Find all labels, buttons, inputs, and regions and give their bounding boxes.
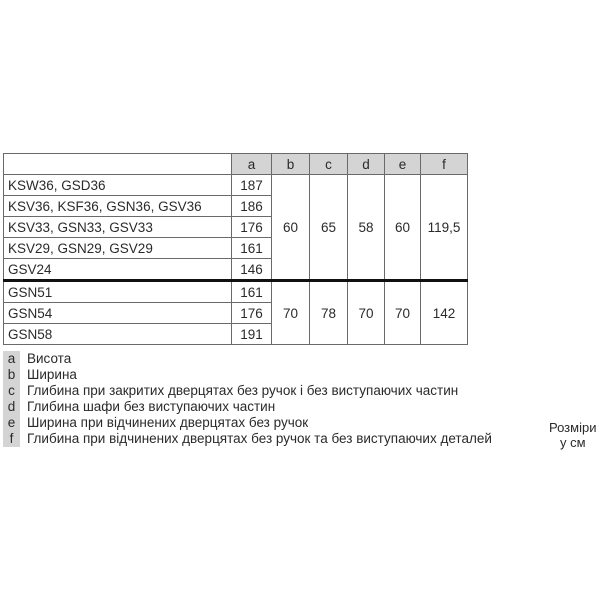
table-header-row (4, 154, 468, 175)
height-cell: 187 (232, 175, 272, 196)
table-row (4, 175, 468, 196)
legend-item (3, 431, 492, 447)
model-cell: GSV24 (4, 259, 232, 281)
model-cell: KSV29, GSN29, GSV29 (4, 238, 232, 259)
height-cell: 161 (232, 238, 272, 259)
depth-open-cell: 119,5 (421, 175, 468, 281)
legend-key: f (3, 431, 20, 447)
legend-text: Глибина при закритих дверцятах без ручок і без виступаючих частин (27, 383, 459, 398)
model-cell: KSW36, GSD36 (4, 175, 232, 196)
legend-text: Глибина при відчинених дверцятах без ручок та без виступаючих деталей (27, 431, 492, 446)
legend-key: b (3, 367, 20, 383)
width-open-cell: 70 (385, 281, 421, 345)
height-cell: 146 (232, 259, 272, 281)
model-cell: GSN54 (4, 303, 232, 324)
model-cell: KSV33, GSN33, GSV33 (4, 217, 232, 238)
header-d: d (348, 154, 385, 175)
units-note (549, 420, 596, 450)
model-cell: GSN51 (4, 281, 232, 303)
height-cell: 176 (232, 303, 272, 324)
legend-key: a (3, 351, 20, 367)
header-e: e (385, 154, 421, 175)
legend-key: e (3, 415, 20, 431)
legend-text: Глибина шафи без виступаючих частин (27, 399, 276, 414)
depth-open-cell: 142 (421, 281, 468, 345)
width-open-cell: 60 (385, 175, 421, 281)
header-a: a (232, 154, 272, 175)
width-cell: 60 (272, 175, 310, 281)
dimension-legend (3, 351, 492, 447)
width-cell: 70 (272, 281, 310, 345)
legend-key: d (3, 399, 20, 415)
height-cell: 161 (232, 281, 272, 303)
model-cell: KSV36, KSF36, GSN36, GSV36 (4, 196, 232, 217)
depth-closed-cell: 78 (310, 281, 348, 345)
height-cell: 191 (232, 324, 272, 345)
table-row (4, 281, 468, 303)
depth-closed-cell: 65 (310, 175, 348, 281)
legend-text: Ширина при відчинених дверцятах без ручок (27, 415, 309, 430)
legend-item (3, 415, 492, 431)
header-model (4, 154, 232, 175)
legend-item (3, 383, 492, 399)
legend-item (3, 351, 492, 367)
legend-item (3, 399, 492, 415)
header-f: f (421, 154, 468, 175)
dimensions-table (3, 153, 468, 345)
height-cell: 176 (232, 217, 272, 238)
header-b: b (272, 154, 310, 175)
depth-body-cell: 58 (348, 175, 385, 281)
height-cell: 186 (232, 196, 272, 217)
units-line-2: у см (559, 435, 586, 450)
model-cell: GSN58 (4, 324, 232, 345)
units-line-1: Розміри (549, 420, 597, 435)
legend-text: Ширина (27, 367, 77, 382)
depth-body-cell: 70 (348, 281, 385, 345)
legend-text: Висота (27, 351, 72, 366)
legend-key: c (3, 383, 20, 399)
header-c: c (310, 154, 348, 175)
legend-item (3, 367, 492, 383)
